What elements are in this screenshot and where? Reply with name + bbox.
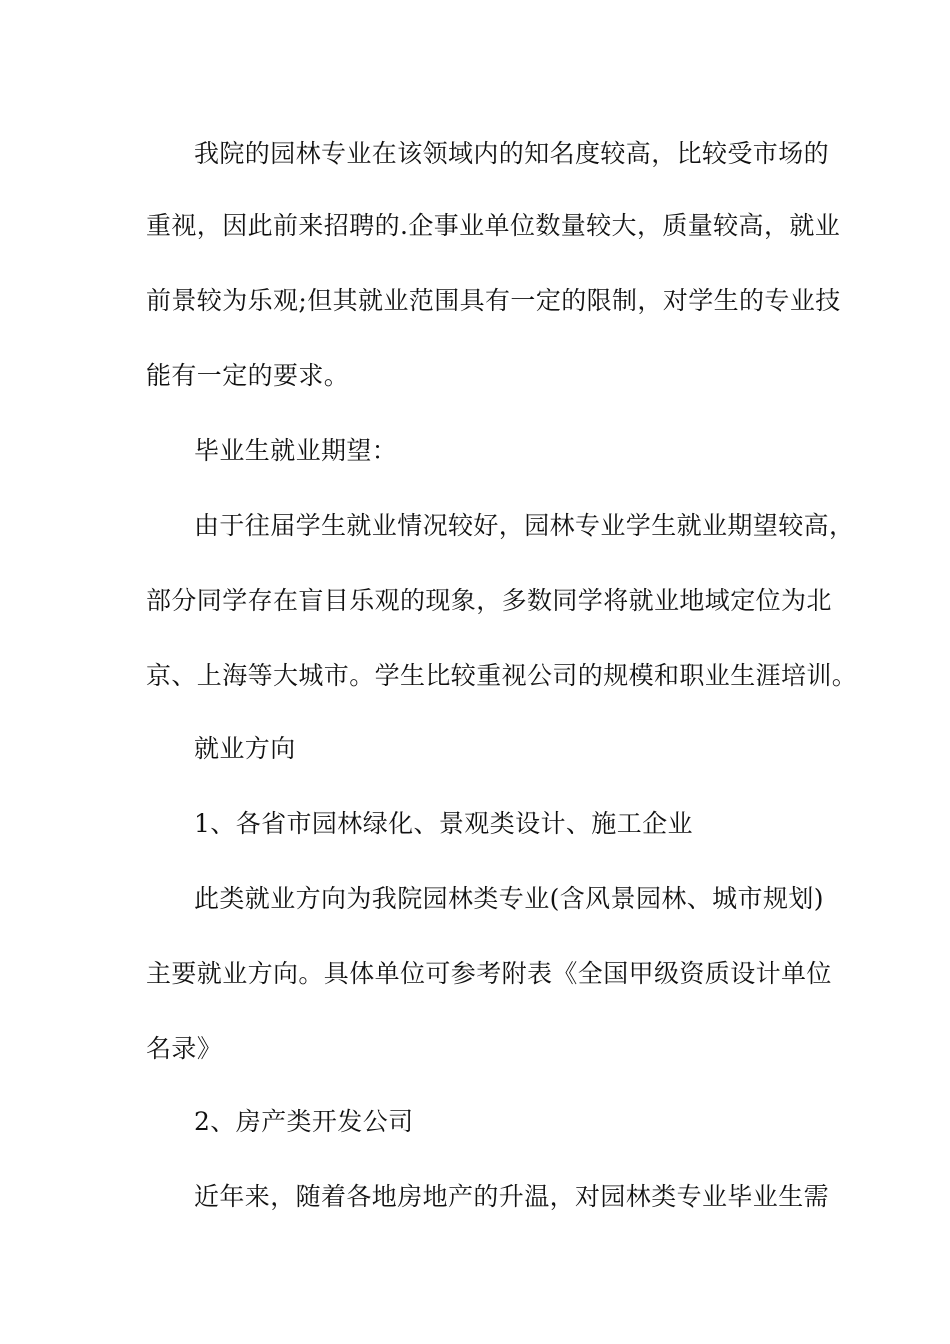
paragraph-line: 主要就业方向。具体单位可参考附表《全国甲级资质设计单位 [146,959,832,988]
section-heading: 就业方向 [194,734,296,763]
paragraph-line: 名录》 [146,1034,223,1063]
paragraph-line: 部分同学存在盲目乐观的现象，多数同学将就业地域定位为北 [146,586,832,615]
paragraph-line: 能有一定的要求。 [146,361,350,390]
list-item-heading: 2、房产类开发公司 [194,1107,414,1136]
paragraph-line: 重视，因此前来招聘的.企事业单位数量较大，质量较高，就业 [146,211,841,240]
paragraph-line: 由于往届学生就业情况较好，园林专业学生就业期望较高， [194,511,855,540]
list-item-heading: 1、各省市园林绿化、景观类设计、施工企业 [194,809,693,838]
paragraph-line: 此类就业方向为我院园林类专业(含风景园林、城市规划) [194,884,824,913]
paragraph-line: 前景较为乐观;但其就业范围具有一定的限制，对学生的专业技 [146,286,841,315]
paragraph-line: 京、上海等大城市。学生比较重视公司的规模和职业生涯培训。 [146,661,858,690]
paragraph-line: 近年来，随着各地房地产的升温，对园林类专业毕业生需 [194,1182,830,1211]
paragraph-line: 我院的园林专业在该领域内的知名度较高，比较受市场的 [194,139,830,168]
section-heading: 毕业生就业期望： [194,436,398,465]
